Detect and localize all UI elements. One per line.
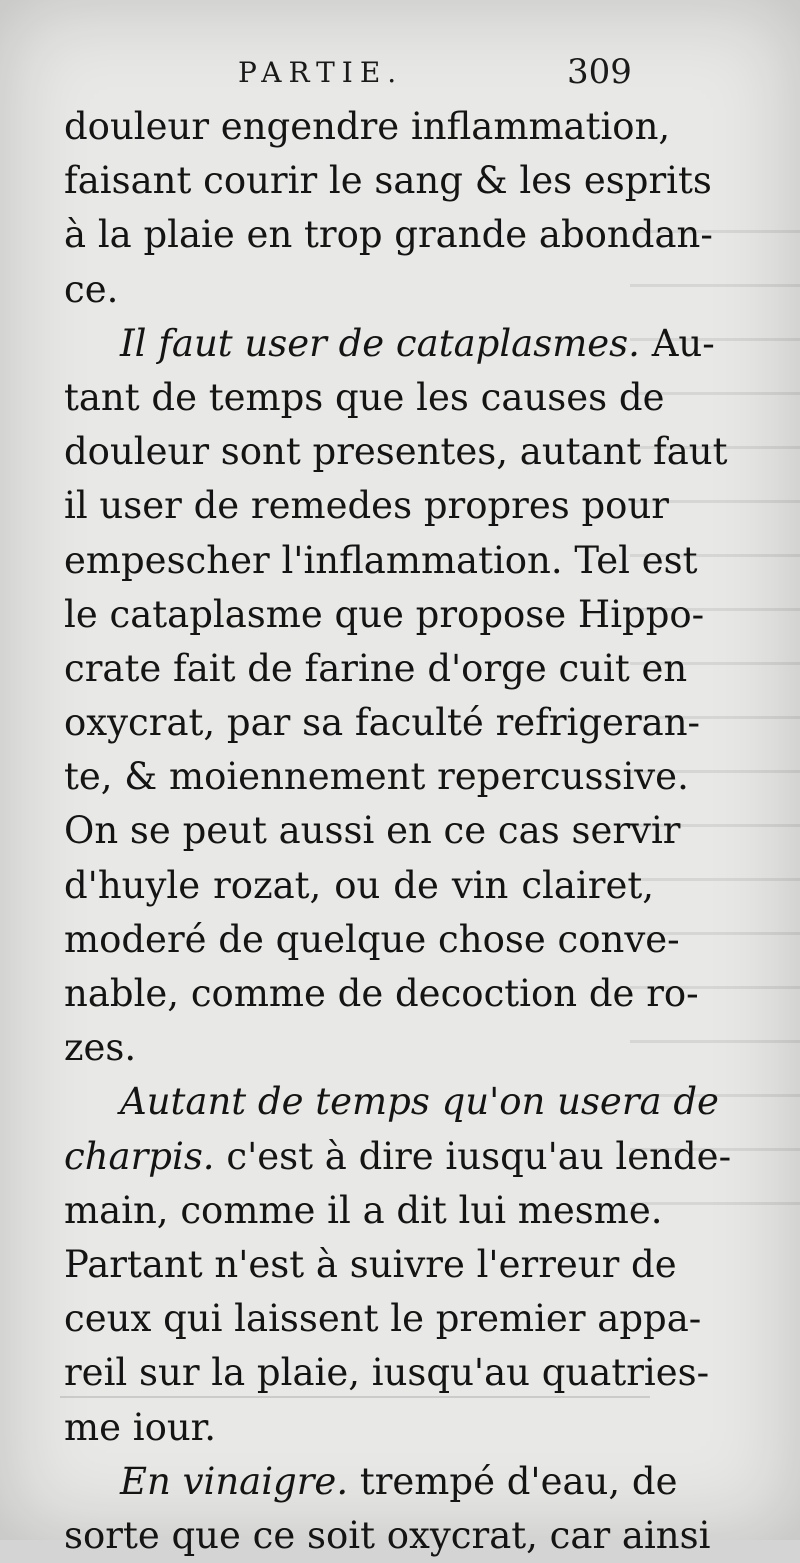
text-line: reil sur la plaie, iusqu'au quatries- (64, 1351, 710, 1395)
text-line: oxycrat, par sa faculté refrigeran- (64, 701, 701, 745)
text-line: zes. (64, 1026, 137, 1070)
text-line: charpis. c'est à dire iusqu'au lende- (64, 1134, 732, 1178)
lemma-text: Il faut user de cataplasmes. (120, 321, 640, 365)
lemma-text: charpis. (64, 1134, 215, 1178)
page-bottom-shadow (60, 1396, 650, 1398)
lemma-text: Autant de temps qu'on usera de (120, 1080, 719, 1124)
text-line: main, comme il a dit lui mesme. (64, 1188, 663, 1232)
text-line: Partant n'est à suivre l'erreur de (64, 1242, 677, 1286)
text-line: douleur engendre inflammation, (64, 105, 671, 148)
text-line: crate fait de farine d'orge cuit en (64, 646, 688, 690)
text-line: le cataplasme que propose Hippo- (64, 592, 705, 636)
text-line: empescher l'inflammation. Tel est (64, 538, 698, 582)
text-line: On se peut aussi en ce cas servir (64, 809, 681, 853)
text-line: douleur sont presentes, autant faut (64, 430, 728, 474)
text-line: te, & moiennement repercussive. (64, 755, 689, 799)
running-head (0, 52, 800, 96)
page-number: 309 (567, 52, 632, 92)
running-head-title: PARTIE. (238, 56, 404, 89)
text-line: faisant courir le sang & les esprits (64, 159, 712, 203)
text-line: à la plaie en trop grande abondan- (64, 213, 713, 257)
text-line: il user de remedes propres pour (64, 484, 669, 528)
text-line: me iour. (64, 1405, 217, 1449)
lemma-text: En vinaigre. (120, 1459, 349, 1503)
text-line (64, 1075, 719, 1129)
text-line: Il faut user de cataplasmes. Au- (120, 321, 715, 365)
text-line: d'huyle rozat, ou de vin clairet, (64, 863, 654, 907)
text-line: tant de temps que les causes de (64, 375, 665, 419)
text-line: En vinaigre. trempé d'eau, de (120, 1459, 678, 1503)
text-line: ce. (64, 267, 119, 311)
text-line: nable, comme de decoction de ro- (64, 972, 699, 1015)
body-text (64, 100, 732, 1563)
text-line: sorte que ce soit oxycrat, car ainsi (64, 1513, 711, 1557)
text-line: moderé de quelque chose conve- (64, 917, 680, 961)
text-line: ceux qui laissent le premier appa- (64, 1297, 702, 1341)
